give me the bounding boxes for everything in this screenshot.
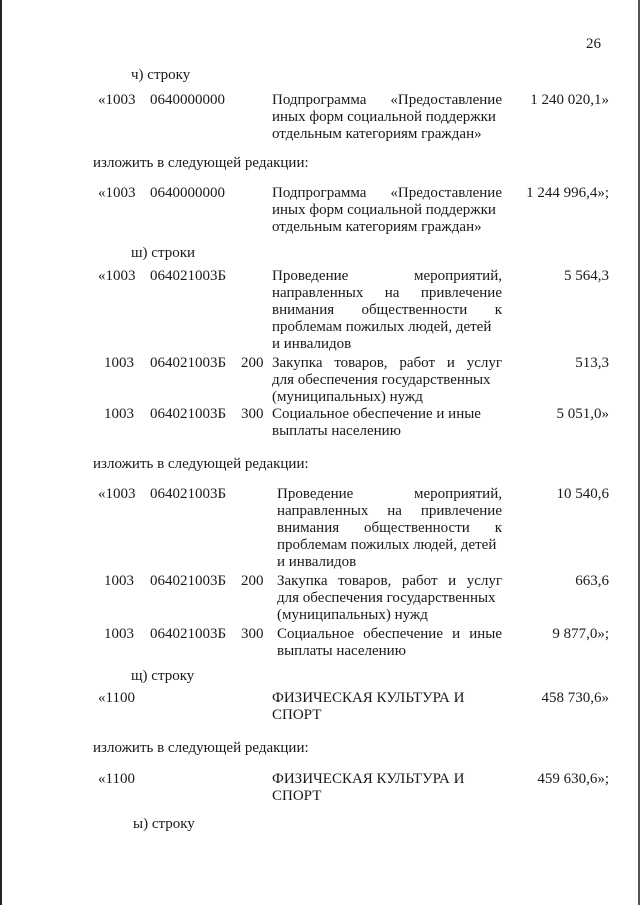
row-name: Проведение мероприятий, направленных на привлечение внимания общественности к проблемам пожилых людей, детей и инвалидов	[277, 486, 502, 570]
amount: 1 240 020,1»	[530, 92, 609, 108]
amount: 663,6	[575, 573, 609, 589]
section-code: «1003	[98, 92, 136, 108]
section-code: «1100	[98, 690, 135, 706]
amount: 5 051,0»	[556, 406, 609, 422]
instruction-text: изложить в следующей редакции:	[93, 740, 309, 756]
row-name: Проведение мероприятий, направленных на привлечение внимания общественности к проблемам пожилых людей, детей и инвалидов	[272, 268, 502, 352]
target-article-code: 064021003Б	[150, 268, 227, 284]
scan-edge-left	[0, 0, 2, 905]
clause-label-shch: щ) строку	[131, 668, 195, 684]
section-code: 1003	[104, 626, 134, 642]
target-article-code: 0640000000	[150, 185, 225, 201]
expense-type-code: 300	[241, 406, 264, 422]
expense-type-code: 200	[241, 355, 264, 371]
instruction-text: изложить в следующей редакции:	[93, 155, 309, 171]
row-name: Подпрограмма «Предоставление иных форм социальной поддержки отдельным категориям граждан»	[272, 92, 502, 142]
instruction-text: изложить в следующей редакции:	[93, 456, 309, 472]
clause-label-sh: ш) строки	[131, 245, 196, 261]
row-name: Социальное обеспечение и иные выплаты населению	[272, 406, 481, 439]
section-code: «1100	[98, 771, 135, 787]
clause-label-ch: ч) строку	[131, 67, 191, 83]
amount: 459 630,6»;	[537, 771, 609, 787]
row-name: Социальное обеспечение и иные выплаты населению	[277, 626, 502, 659]
amount: 458 730,6»	[541, 690, 609, 706]
target-article-code: 064021003Б	[150, 626, 227, 642]
row-name: ФИЗИЧЕСКАЯ КУЛЬТУРА И СПОРТ	[272, 771, 465, 804]
clause-label-y: ы) строку	[133, 816, 195, 832]
target-article-code: 0640000000	[150, 92, 225, 108]
section-code: «1003	[98, 268, 136, 284]
section-code: 1003	[104, 406, 134, 422]
target-article-code: 064021003Б	[150, 406, 227, 422]
amount: 1 244 996,4»;	[526, 185, 609, 201]
section-code: 1003	[104, 355, 134, 371]
amount: 513,3	[575, 355, 609, 371]
expense-type-code: 200	[241, 573, 264, 589]
section-code: «1003	[98, 486, 136, 502]
section-code: 1003	[104, 573, 134, 589]
section-code: «1003	[98, 185, 136, 201]
amount: 10 540,6	[556, 486, 609, 502]
target-article-code: 064021003Б	[150, 486, 227, 502]
amount: 9 877,0»;	[552, 626, 609, 642]
amount: 5 564,3	[564, 268, 609, 284]
row-name: Закупка товаров, работ и услуг для обеспечения государственных (муниципальных) нужд	[277, 573, 502, 623]
row-name: ФИЗИЧЕСКАЯ КУЛЬТУРА И СПОРТ	[272, 690, 465, 723]
row-name: Закупка товаров, работ и услуг для обеспечения государственных (муниципальных) нужд	[272, 355, 502, 405]
target-article-code: 064021003Б	[150, 573, 227, 589]
page-number: 26	[586, 36, 601, 52]
row-name: Подпрограмма «Предоставление иных форм социальной поддержки отдельным категориям граждан»	[272, 185, 502, 235]
expense-type-code: 300	[241, 626, 264, 642]
target-article-code: 064021003Б	[150, 355, 227, 371]
